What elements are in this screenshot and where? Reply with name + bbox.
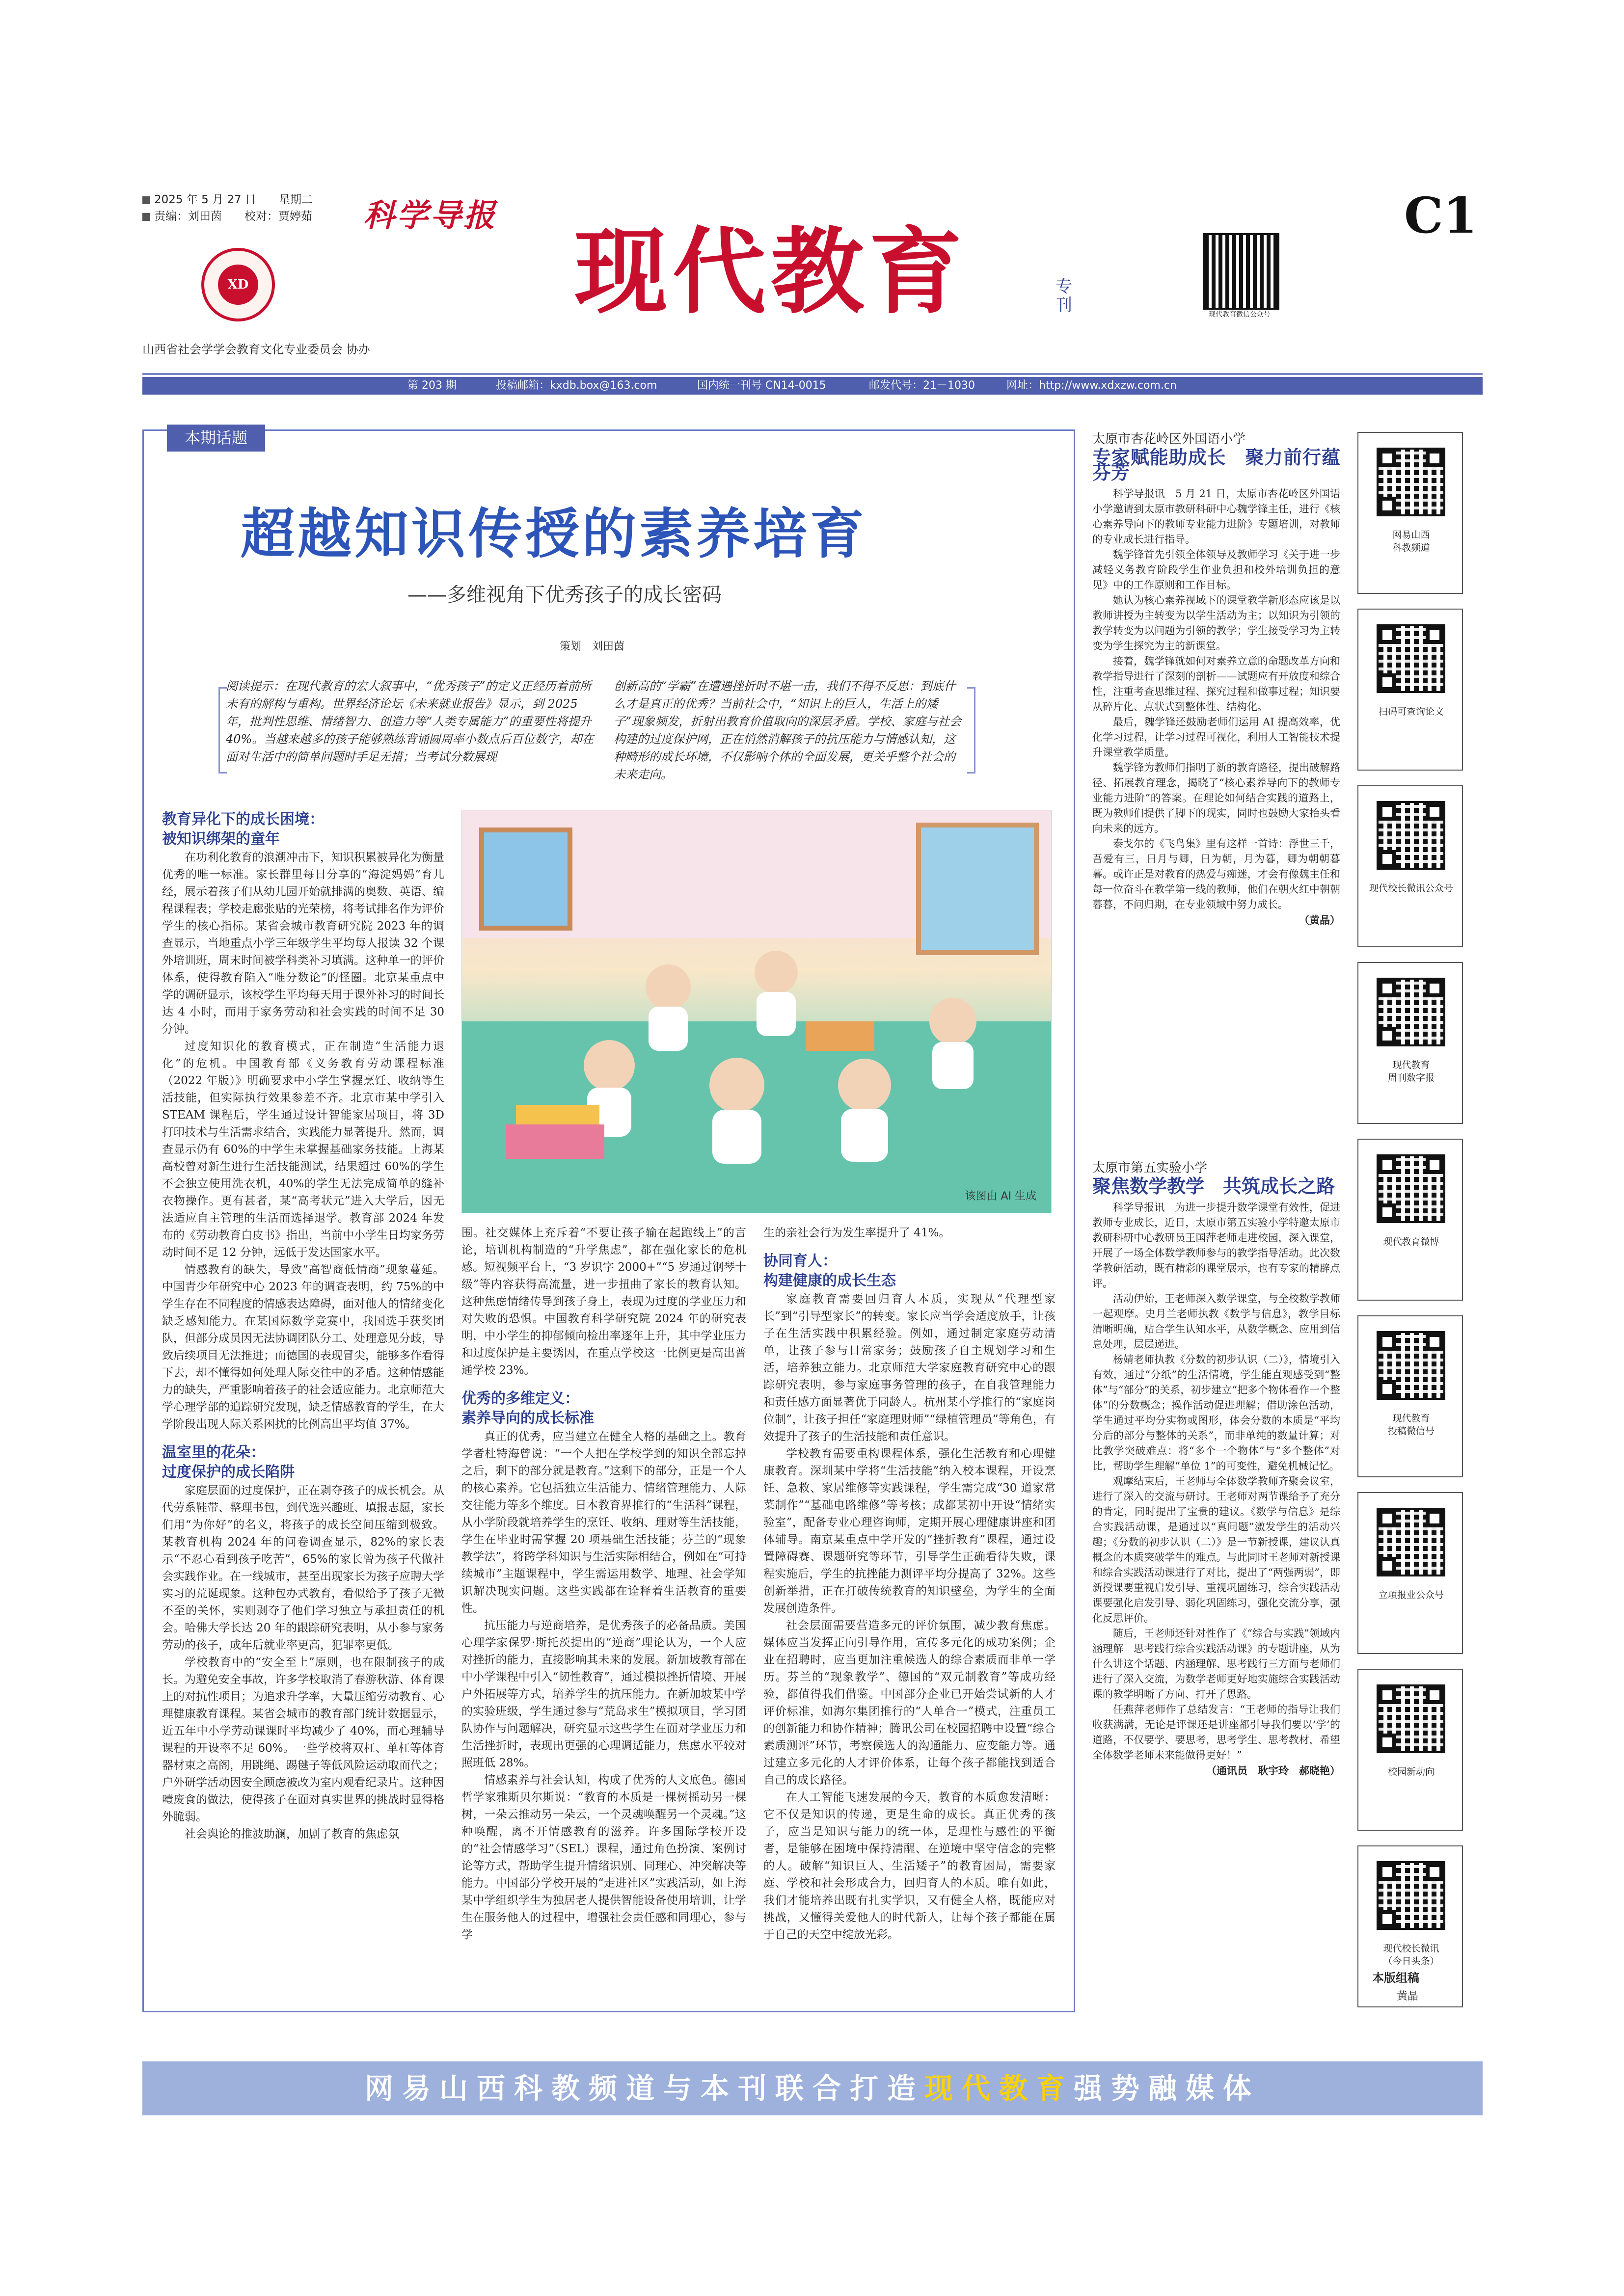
feature-title: 超越知识传授的素养培育 xyxy=(241,503,867,565)
qr-caption: 现代教育微博 xyxy=(1383,1236,1439,1247)
byline: （通讯员 耿宇玲 郝晓艳） xyxy=(1206,1764,1340,1777)
sub-brand: 科学导报 xyxy=(363,197,497,234)
qr-caption: 网易山西 科教频道 xyxy=(1392,530,1430,553)
banner-part-1: 网易山西科教频道与本刊联合打造 xyxy=(364,2072,924,2105)
qr-finder-icon xyxy=(1426,450,1443,467)
qr-card[interactable] xyxy=(1357,432,1463,594)
logo-mark: XD xyxy=(218,265,258,305)
feature-column-1 xyxy=(162,810,444,1843)
feature-subtitle: ——多维视角下优秀孩子的成长密码 xyxy=(407,584,722,606)
qr-card[interactable] xyxy=(1357,1492,1463,1654)
paragraph: 情感素养与社会认知，构成了优秀的人文底色。德国哲学家雅斯贝尔斯说：“教育的本质是一棵树摇动另一棵树，一朵云推动另一朵云，一个灵魂唤醒另一个灵魂。”这种唤醒，离不开情感教育的滋养。许多国际学校开设的“社会情感学习”（SEL）课程，通过角色扮演、案例讨论等方式，帮助学生提升情绪识别、同理心、冲突解决等能力。中国部分学校开展的“走进社区”实践活动，如上海某中学组织学生为独居老人提供智能设备使用培训，让学生在服务他人的过程中，增强社会责任感和同理心，参与学 xyxy=(461,1774,746,1941)
paragraph: 学校教育需要重构课程体系，强化生活教育和心理健康教育。深圳某中学将“生活技能”纳入校本课程，开设烹饪、急救、家居维修等实践课程，学生需完成“30 道家常菜制作”“基础电路维修”等考核；成都某初中开设“情绪实验室”，配备专业心理咨询师，定期开展心理健康讲座和团体辅导。南京某重点中学开发的“挫折教育”课程，通过设置障碍赛、课题研究等环节，引导学生正确看待失败，课程实施后，学生的抗挫能力测评平均分提高了 32%。这些创新举措，正在打破传统教育的知识壁垒，为学生的全面发展创造条件。 xyxy=(763,1447,1056,1615)
qr-code-icon[interactable] xyxy=(1377,801,1445,870)
banner-part-3: 强势融媒体 xyxy=(1074,2072,1261,2105)
editors-name: 黄晶 xyxy=(1397,1990,1419,2002)
qr-card[interactable] xyxy=(1357,1139,1463,1301)
paragraph: 科学导报讯 为进一步提升数学课堂有效性，促进教师专业成长，近日，太原市第五实验小学特邀太原市教研科研中心教研员王国萍老师走进校园，深入课堂，开展了一场全体数学教师参与的教学指导活动。此次数学教研活动，既有精彩的课堂展示，也有专家的精辟点评。 xyxy=(1092,1201,1340,1289)
article-title: 专家赋能助成长 聚力前行蕴芬芳 xyxy=(1092,447,1340,483)
news-article-2 xyxy=(1092,1161,1340,1778)
qr-finder-icon xyxy=(1379,1557,1396,1575)
qr-finder-icon xyxy=(1426,1686,1443,1704)
cn-number: 国内统一刊号 CN14-0015 xyxy=(697,379,826,392)
paragraph: 科学导报讯 5 月 21 日，太原市杏花岭区外国语小学邀请到太原市教研科研中心魏学锋主任，进行《核心素养导向下的教师专业能力进阶》专题培训，对教师的专业成长进行指导。 xyxy=(1092,488,1340,545)
qr-code-icon[interactable] xyxy=(1377,448,1445,516)
paragraph: 最后，魏学锋还鼓励老师们运用 AI 提高效率，优化学习过程，让学习过程可视化，利用人工智能技术提升课堂教学质量。 xyxy=(1092,716,1340,758)
qr-finder-icon xyxy=(1379,1333,1396,1351)
square-bullet-icon xyxy=(142,196,150,204)
classroom-illustration-icon xyxy=(462,810,1051,1213)
feature-planner: 策划 刘田茵 xyxy=(560,641,625,653)
qr-card[interactable] xyxy=(1357,785,1463,947)
submission-email[interactable]: 投稿邮箱：kxdb.box@163.com xyxy=(496,379,657,392)
feature-tag: 本期话题 xyxy=(167,425,265,452)
qr-finder-icon xyxy=(1379,1027,1396,1044)
paragraph: 观摩结束后，王老师与全体数学教师齐聚会议室，进行了深入的交流与研讨。王老师对两节课给予了充分的肯定，同时提出了宝贵的建议。《数学与信息》是综合实践活动课，是通过以“真问题”激发学生的活动兴趣；《分数的初步认识（二）》是一节新授课，建议认真概念的本质突破学生的难点。与此同时王老师对新授课和综合实践活动课进行了对比，提出了“两强两弱”，即新授课要重视启发引导、重视巩固练习，综合实践活动课要强化启发引导、弱化巩固练习，强化交流分享，强化反思评价。 xyxy=(1092,1475,1340,1624)
section-heading: 教育异化下的成长困境： 被知识绑架的童年 xyxy=(162,811,324,848)
paragraph: 学校教育中的“安全至上”原则，也在限制孩子的成长。为避免安全事故，许多学校取消了春游秋游、体育课上的对抗性项目；为追求升学率，大量压缩劳动教育、心理健康教育课程。某省会城市的教育部门统计数据显示，近五年中小学劳动课课时平均减少了 40%，而心理辅导课程的开设率不足 60%。一些学校将双杠、单杠等体育器材束之高阁，用跳绳、踢毽子等低风险运动取而代之；户外研学活动因安全顾虑被改为室内观看纪录片。这种因噎废食的做法，使得孩子在面对真实世界的挑战时显得格外脆弱。 xyxy=(162,1656,444,1823)
article-body xyxy=(1092,1200,1340,1763)
ai-illustration xyxy=(461,810,1052,1213)
qr-card[interactable] xyxy=(1357,1315,1463,1477)
qr-finder-icon xyxy=(1379,980,1396,997)
paragraph: 抗压能力与逆商培养，是优秀孩子的必备品质。美国心理学家保罗·斯托茨提出的“逆商”理论认为，一个人应对挫折的能力，直接影响其未来的发展。新加坡教育部在中小学课程中引入“韧性教育”，通过模拟挫折情境、开展户外拓展等方式，培养学生的抗压能力。在新加坡某中学的实验班级，学生通过参与“荒岛求生”模拟项目，学习团队协作与问题解决，研究显示这些学生在面对学业压力和生活挫折时，表现出更强的心理调适能力，焦虑水平较对照班低 28%。 xyxy=(461,1619,746,1769)
news-article-1 xyxy=(1092,432,1340,928)
qr-finder-icon xyxy=(1379,626,1396,644)
qr-finder-icon xyxy=(1379,450,1396,467)
image-caption: 该图由 AI 生成 xyxy=(965,1190,1036,1202)
qr-code-icon[interactable] xyxy=(1377,1508,1445,1576)
zhuankan-label: 专刊 xyxy=(1056,277,1072,315)
qr-caption: 立項报业公众号 xyxy=(1378,1590,1444,1601)
article-title: 聚焦数学教学 共筑成长之路 xyxy=(1092,1175,1335,1197)
page-code: C1 xyxy=(1404,187,1478,244)
qr-caption: 现代教育 投稿微信号 xyxy=(1387,1413,1435,1437)
section-heading: 温室里的花朵： 过度保护的成长陷阱 xyxy=(162,1444,295,1481)
paragraph: 接着，魏学锋就如何对素养立意的命题改革方向和教学指导进行了深刻的剖析——试题应有开放度和综合性，注重考查思维过程、探究过程和做事过程；知识要从碎片化、点状式到整体性、结构化。 xyxy=(1092,655,1340,713)
qr-finder-icon xyxy=(1426,1333,1443,1351)
qr-code-icon[interactable] xyxy=(1377,624,1445,693)
qr-finder-icon xyxy=(1426,980,1443,997)
qr-finder-icon xyxy=(1379,1510,1396,1527)
header-meta xyxy=(142,191,313,225)
qr-finder-icon xyxy=(1426,803,1443,821)
postal-code: 邮发代号：21－1030 xyxy=(869,379,975,392)
paragraph: 生的亲社会行为发生率提升了 41%。 xyxy=(763,1227,950,1239)
qr-finder-icon xyxy=(1379,673,1396,691)
qr-code-icon[interactable] xyxy=(1377,1684,1445,1753)
qr-finder-icon xyxy=(1379,497,1396,514)
qr-caption: 现代校长微讯公众号 xyxy=(1369,883,1453,894)
association-logo xyxy=(201,248,275,321)
paragraph: 她认为核心素养视域下的课堂教学新形态应该是以教师讲授为主转变为以学生活动为主；以知识为引领的教学转变为以问题为引领的教学；学生接受学习为主转变为学生探究为主的新课堂。 xyxy=(1092,594,1340,652)
info-bar xyxy=(142,377,1483,395)
square-bullet-icon xyxy=(142,213,150,221)
paragraph: 围。社交媒体上充斥着“不要让孩子输在起跑线上”的言论，培训机构制造的“升学焦虑”，都在强化家长的危机感。短视频平台上，“3 岁识字 2000+”“5 岁通过钢琴十级”等内容获得高流量，进一步扭曲了家长的教育认知。这种焦虑情绪传导到孩子身上，表现为过度的学业压力和对失败的恐惧。中国教育科学研究院 2024 年的研究表明，中小学生的抑郁倾向检出率逐年上升，其中学业压力和过度保护是主要诱因，在重点学校这一比例更是高出普通学校 23%。 xyxy=(461,1227,746,1377)
masthead-title: 现代教育 xyxy=(574,218,968,326)
paragraph: 过度知识化的教育模式，正在制造“生活能力退化”的危机。中国教育部《义务教育劳动课程标准（2022 年版）》明确要求中小学生掌握烹饪、收纳等生活技能，但实际执行效果参差不齐。北京市某中学引入 STEAM 课程后，学生通过设计智能家居项目，将 3D 打印技术与生活需求结合，实践能力显著提升。然而，调查显示仍有 60%的中学生未掌握基础家务技能。上海某高校曾对新生进行生活技能测试，结果超过 60%的学生不会独立使用洗衣机，40%的学生无法完成简单的缝补衣物操作。更有甚者，某“高考状元”进入大学后，因无法适应自主管理的生活而选择退学。教育部 2024 年发布的《劳动教育白皮书》指出，当前中小学生日均家务劳动时间不足 12 分钟，远低于发达国家水平。 xyxy=(162,1040,444,1259)
qr-caption: 校园新动向 xyxy=(1387,1766,1435,1777)
paragraph: 社会舆论的推波助澜，加剧了教育的焦虑氛 xyxy=(185,1828,399,1841)
qr-finder-icon xyxy=(1379,803,1396,821)
qr-finder-icon xyxy=(1426,1156,1443,1174)
editor-line: 责编：刘田茵 校对：贾婷茹 xyxy=(154,210,312,223)
qr-finder-icon xyxy=(1426,626,1443,644)
issue-number: 第 203 期 xyxy=(407,379,457,392)
qr-card[interactable] xyxy=(1357,1669,1463,1831)
paragraph: 魏学锋首先引领全体领导及教师学习《关于进一步减轻义务教育阶段学生作业负担和校外培训负担的意见》中的工作原则和工作目标。 xyxy=(1092,549,1340,591)
qr-caption: 现代教育微信公众号 xyxy=(1209,311,1271,319)
qr-caption: 现代校长微讯 （今日头条） xyxy=(1383,1943,1439,1967)
bottom-banner xyxy=(142,2061,1483,2115)
qr-finder-icon xyxy=(1379,1863,1396,1881)
qr-code-icon[interactable] xyxy=(1377,1331,1445,1400)
qr-finder-icon xyxy=(1379,1203,1396,1221)
website-link[interactable]: 网址：http://www.xdxzw.com.cn xyxy=(1006,379,1177,392)
article-body xyxy=(1092,486,1340,912)
qr-finder-icon xyxy=(1379,1380,1396,1398)
paragraph: 杨婧老师执教《分数的初步认识（二）》，情境引入有效，通过“分纸”的生活情境，学生能直观感受到“整体”与“部分”的关系，初步建立“把多个物体看作一个整体”的分数概念；操作活动促进理解；借助涂色活动，学生通过平均分实物或图形，体会分数的本质是“平均分后的部分与整体的关系”，而非单纯的数量计算；对比教学突破难点：将“多个一个物体”与“多个整体”对比，帮助学生理解“单位 1”的可变性，避免机械记忆。 xyxy=(1092,1354,1340,1472)
paragraph: 在人工智能飞速发展的今天，教育的本质愈发清晰：它不仅是知识的传递，更是生命的成长。真正优秀的孩子，应当是知识与能力的统一体，是理性与感性的平衡者，是能够在困境中保持清醒、在逆境中坚守信念的完整的人。破解“知识巨人、生活矮子”的教育困局，需要家庭、学校和社会形成合力，回归育人的本质。唯有如此，我们才能培养出既有扎实学识，又有健全人格，既能应对挑战，又懂得关爱他人的时代新人，让每个孩子都能在属于自己的天空中绽放光彩。 xyxy=(763,1791,1056,1941)
lead-text-left: 阅读提示：在现代教育的宏大叙事中，“优秀孩子”的定义正经历着前所未有的解构与重构。世界经济论坛《未来就业报告》显示，到 2025 年，批判性思维、情绪智力、创造力等“人类专属能力”的重要性将提升 40%。当越来越多的孩子能够熟练背诵圆周率小数点后百位数字，却在面对生活中的简单问题时手足无措；当考试分数展现 xyxy=(226,679,594,764)
qr-card[interactable] xyxy=(1357,609,1463,771)
wechat-qr-code-icon[interactable] xyxy=(1203,233,1279,310)
paragraph: 在功利化教育的浪潮冲击下，知识积累被异化为衡量优秀的唯一标准。家长群里每日分享的“海淀妈妈”育儿经，展示着孩子们从幼儿园开始就排满的奥数、英语、编程课程表；学校走廊张贴的光荣榜，将考试排名作为评价学生的核心指标。某省会城市教育研究院 2023 年的调查显示，当地重点小学三年级学生平均每人报读 32 个课外培训班，周末时间被学科类补习填满。这种单一的评价体系，使得教育陷入“唯分数论”的怪圈。北京某重点中学的调研显示，该校学生平均每天用于课外补习的时间长达 4 小时，而用于家务劳动和社会实践的时间不足 30 分钟。 xyxy=(162,851,444,1036)
qr-finder-icon xyxy=(1426,1510,1443,1527)
lead-bracket-right xyxy=(967,687,975,774)
qr-code-icon[interactable] xyxy=(1377,1154,1445,1223)
paragraph: 真正的优秀，应当建立在健全人格的基础之上。教育学者杜特海曾说：“一个人把在学校学到的知识全部忘掉之后，剩下的部分就是教育。”这剩下的部分，正是一个人的核心素养。它包括独立生活能力、情绪管理能力、人际交往能力等多个维度。日本教育界推行的“生活科”课程，从小学阶段就培养学生的烹饪、收纳、理财等生活技能，学生在毕业时需掌握 20 项基础生活技能；芬兰的“现象教学法”，将跨学科知识与生活实际相结合，例如在“可持续城市”主题课程中，学生需运用数学、地理、社会学知识解决现实问题。这些实践都在诠释着生活教育的重要性。 xyxy=(461,1430,746,1615)
qr-finder-icon xyxy=(1379,1686,1396,1704)
qr-code-icon[interactable] xyxy=(1377,978,1445,1046)
paragraph: 家庭层面的过度保护，正在剥夺孩子的成长机会。从代劳系鞋带、整理书包，到代选兴趣班、填报志愿，家长们用“为你好”的名义，将孩子的成长空间压缩到极致。某教育机构 2024 年的问卷调查显示，82%的家长表示“不忍心看到孩子吃苦”，65%的家长曾为孩子代做社会实践作业。在一线城市，甚至出现家长为孩子应聘大学实习的荒诞现象。这种包办式教育，看似给予了孩子无微不至的关怀，实则剥夺了他们学习独立与承担责任的机会。哈佛大学长达 20 年的跟踪研究表明，从小参与家务劳动的孩子，成年后就业率更高，犯罪率更低。 xyxy=(162,1484,444,1652)
qr-finder-icon xyxy=(1379,1910,1396,1928)
section-heading: 优秀的多维定义： 素养导向的成长标准 xyxy=(461,1390,594,1427)
qr-finder-icon xyxy=(1426,1863,1443,1881)
date-line: 2025 年 5 月 27 日 星期二 xyxy=(154,193,313,206)
banner-part-2: 现代教育 xyxy=(924,2072,1074,2105)
byline: （黄晶） xyxy=(1299,914,1340,926)
qr-finder-icon xyxy=(1379,1156,1396,1174)
feature-column-2 xyxy=(461,1225,746,1944)
qr-finder-icon xyxy=(1379,1734,1396,1751)
qr-finder-icon xyxy=(1379,850,1396,868)
header-rule xyxy=(142,373,1483,375)
association-line: 山西省社会学学会教育文化专业委员会 协办 xyxy=(142,343,370,356)
paragraph: 家庭教育需要回归育人本质，实现从“代理型家长”到“引导型家长”的转变。家长应当学会适度放手，让孩子在生活实践中积累经验。例如，通过制定家庭劳动清单，让孩子参与日常家务；鼓励孩子自主规划学习和生活，培养独立能力。北京师范大学家庭教育研究中心的跟踪研究表明，参与家庭事务管理的孩子，在自我管理能力和责任感方面显著优于同龄人。杭州某小学推行的“家庭岗位制”，让孩子担任“家庭理财师”“绿植管理员”等角色，有效提升了孩子的生活技能和责任意识。 xyxy=(763,1293,1056,1443)
editors-label: 本版组稿 xyxy=(1372,1971,1419,1985)
paragraph: 泰戈尔的《飞鸟集》里有这样一首诗：浮世三千，吾爱有三，日月与卿，日为朝，月为暮，卿为朝朝暮暮。或许正是对教育的热爱与痴迷，才会有像魏主任和每一位奋斗在教学第一线的教师，他们在朝火红中朝朝暮暮，不问归期，在专业领域中努力成长。 xyxy=(1092,838,1340,910)
paragraph: 社会层面需要营造多元的评价氛围，减少教育焦虑。媒体应当发挥正向引导作用，宣传多元化的成功案例；企业在招聘时，应当更加注重候选人的综合素质而非单一学历。芬兰的“现象教学”、德国的“双元制教育”等成功经验，都值得我们借鉴。中国部分企业已开始尝试新的人才评价标准，如海尔集团推行的“人单合一”模式，注重员工的创新能力和协作精神；腾讯公司在校园招聘中设置“综合素质测评”环节，考察候选人的沟通能力、应变能力等。通过建立多元化的人才评价体系，让每个孩子都能找到适合自己的成长路径。 xyxy=(763,1619,1056,1787)
paragraph: 随后，王老师还针对性作了《“综合与实践”领域内涵理解 思考践行综合实践活动课》的专题讲座，从为什么讲这个话题、内涵理解、思考践行三方面与老师们进行了深入交流，为数学老师更好地实施综合实践活动课的教学明晰了方向、打开了思路。 xyxy=(1092,1628,1340,1700)
qr-caption: 扫码可查询论文 xyxy=(1378,706,1444,717)
feature-column-3 xyxy=(763,1225,1056,1944)
paragraph: 任燕萍老师作了总结发言：“王老师的指导让我们收获满满，无论是评课还是讲座都引导我们要以‘学’的道路，不仅要学、要思考，思考学生、思考教材，希望全体数学老师未来能做得更好！” xyxy=(1092,1704,1340,1761)
paragraph: 活动伊始，王老师深入数学课堂，与全校数学教师一起观摩。史月兰老师执教《数学与信息》，教学目标清晰明确，贴合学生认知水平，从数学概念、应用到信息处理，层层递进。 xyxy=(1092,1293,1340,1350)
paragraph: 魏学锋为教师们指明了新的教育路径，提出破解路径、拓展教育理念，揭晓了“核心素养导向下的教师专业能力进阶”的答案。在理论如何结合实践的道路上，既为教师们提供了脚下的现实，同时也鼓励大家抬头看向未来的远方。 xyxy=(1092,762,1340,834)
section-heading: 协同育人： 构建健康的成长生态 xyxy=(763,1253,896,1289)
school-name: 太原市杏花岭区外国语小学 xyxy=(1092,432,1246,447)
qr-caption: 现代教育 周刊数字报 xyxy=(1387,1060,1435,1083)
school-name: 太原市第五实验小学 xyxy=(1092,1161,1208,1175)
qr-card[interactable] xyxy=(1357,962,1463,1124)
lead-text-right: 创新高的“学霸”在遭遇挫折时不堪一击，我们不得不反思：到底什么才是真正的优秀？当前社会中，“知识上的巨人，生活上的矮子”现象频发，折射出教育价值取向的深层矛盾。学校、家庭与社会构建的过度保护网，正在悄然消解孩子的抗压能力与情感认知，这种畸形的成长环境，不仅影响个体的全面发展，更关乎整个社会的未来走向。 xyxy=(614,679,962,781)
qr-code-icon[interactable] xyxy=(1377,1861,1445,1930)
paragraph: 情感教育的缺失，导致“高智商低情商”现象蔓延。中国青少年研究中心 2023 年的调查表明，约 75%的中学生存在不同程度的情感表达障碍，面对他人的情绪变化缺乏感知能力。在某国际数学竞赛中，我国选手获奖团队，但部分成员因无法协调团队分工、处理意见分歧，导致后续项目无法推进；而德国的表现冒尖，能够多作看得下去，却不懂得如何处理人际交往中的矛盾。这种情感能力的缺失，严重影响着孩子的社会适应能力。北京师范大学心理学部的追踪研究发现，缺乏情感教育的学生，在大学阶段出现人际关系困扰的比例高出平均值 37%。 xyxy=(162,1263,444,1431)
